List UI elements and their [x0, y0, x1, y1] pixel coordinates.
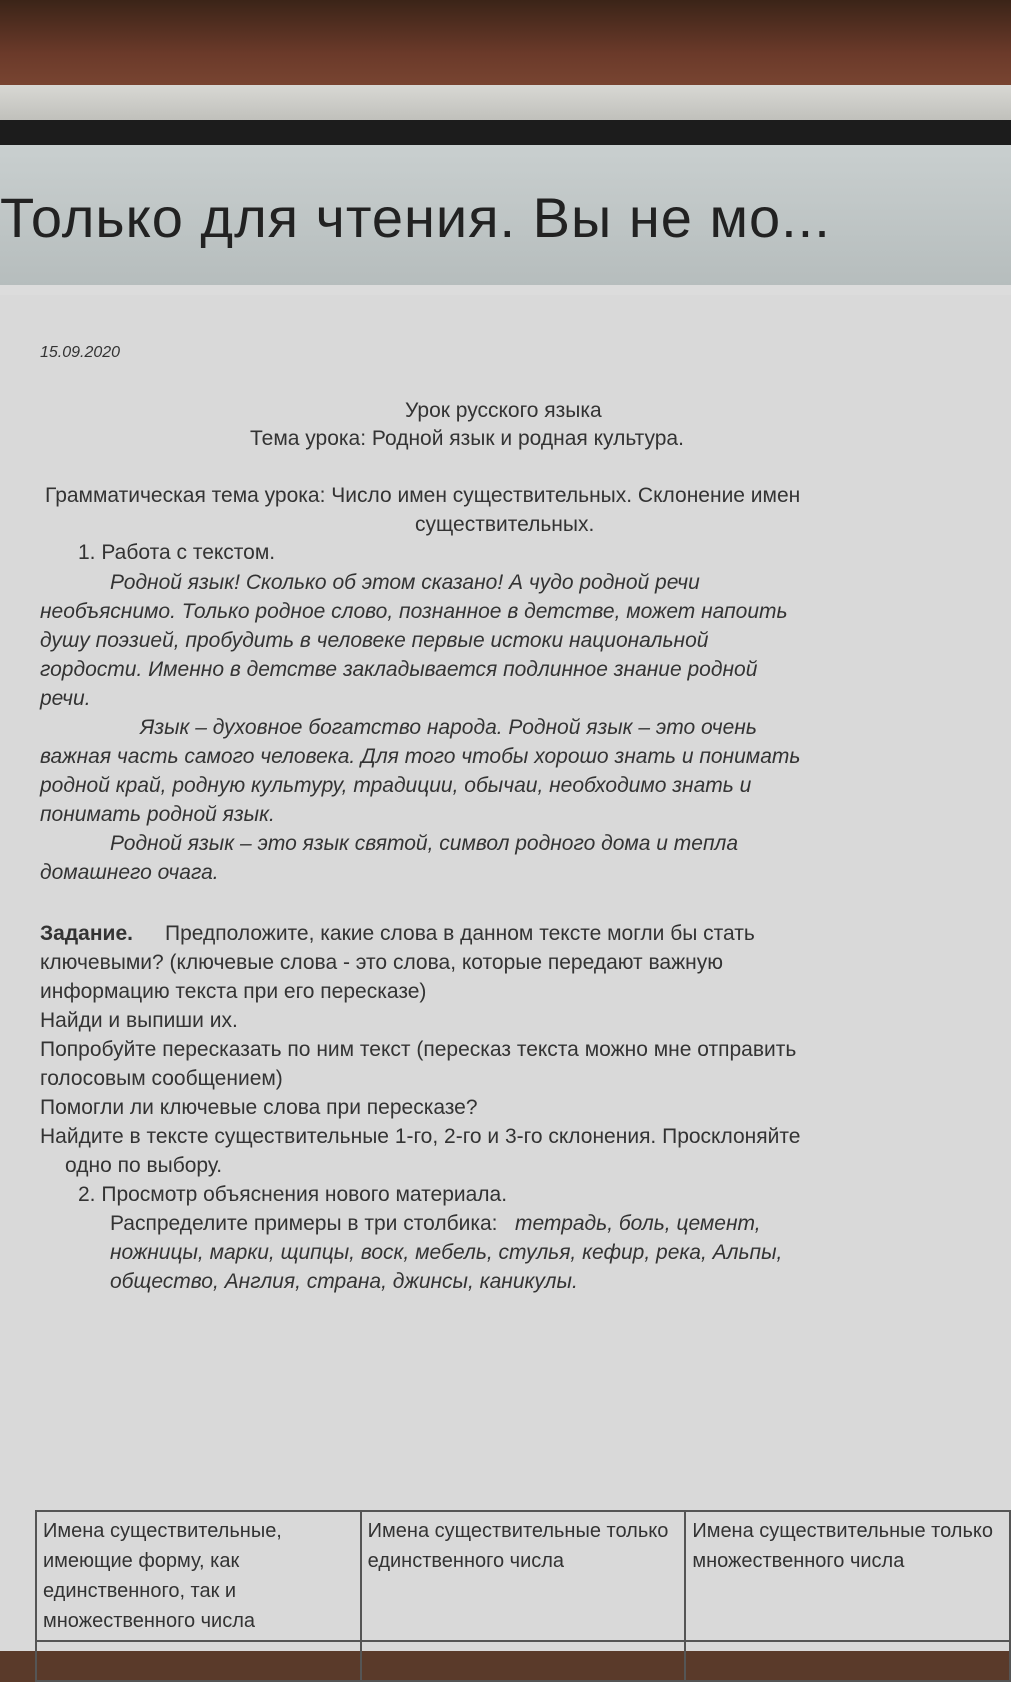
task-line: голосовым сообщением) [40, 1067, 283, 1090]
table-cell[interactable] [685, 1641, 1010, 1681]
task-line: информацию текста при его пересказе) [40, 980, 427, 1003]
lesson-topic: Тема урока: Родной язык и родная культура. [250, 427, 684, 450]
table-cell[interactable] [36, 1641, 361, 1681]
grammar-topic-cont: существительных. [415, 513, 595, 536]
table-header-cell: Имена существительные только множественного числа [685, 1511, 1010, 1641]
task-line: Помогли ли ключевые слова при пересказе? [40, 1096, 478, 1119]
task-line: Найди и выпиши их. [40, 1009, 238, 1032]
paragraph-2-line: родной край, родную культуру, традиции, обычаи, необходимо знать и [40, 774, 752, 797]
task-line: Предположите, какие слова в данном тексте могли бы стать [165, 922, 755, 945]
section-2-heading: 2. Просмотр объяснения нового материала. [78, 1183, 508, 1206]
task-line: Найдите в тексте существительные 1-го, 2-го и 3-го склонения. Просклоняйте [40, 1125, 801, 1148]
classification-table [35, 1510, 1011, 1682]
distribute-intro: Распределите примеры в три столбика: [110, 1212, 498, 1235]
monitor-bezel [0, 85, 1011, 125]
table-header-cell: Имена существительные только единственного числа [361, 1511, 686, 1641]
task-line: Попробуйте пересказать по ним текст (пересказ текста можно мне отправить [40, 1038, 797, 1061]
task-line: одно по выбору. [65, 1154, 223, 1177]
paragraph-2-line: Язык – духовное богатство народа. Родной язык – это очень [140, 716, 757, 739]
lesson-title: Урок русского языка [405, 399, 602, 422]
paragraph-1-line: гордости. Именно в детстве закладывается подлинное знание родной [40, 658, 758, 681]
read-only-banner-text: Только для чтения. Вы не мо... [0, 186, 831, 249]
distribute-words: ножницы, марки, щипцы, воск, мебель, стулья, кефир, река, Альпы, [110, 1241, 783, 1264]
read-only-banner [0, 145, 1011, 285]
table-row [36, 1641, 1010, 1681]
distribute-words: тетрадь, боль, цемент, [515, 1212, 761, 1235]
task-line: ключевыми? (ключевые слова - это слова, которые передают важную [40, 951, 723, 974]
section-1-heading: 1. Работа с текстом. [78, 541, 276, 564]
document-date: 15.09.2020 [40, 344, 121, 361]
table-header-row [36, 1511, 1010, 1641]
paragraph-1-line: речи. [40, 687, 91, 710]
document-page [0, 295, 1011, 1651]
paragraph-3-line: домашнего очага. [40, 861, 219, 884]
distribute-words: общество, Англия, страна, джинсы, каникулы. [110, 1270, 578, 1293]
paragraph-1-line: Родной язык! Сколько об этом сказано! А чудо родной речи [110, 571, 700, 594]
document-viewer [0, 145, 1011, 1651]
paragraph-2-line: понимать родной язык. [40, 803, 275, 826]
paragraph-1-line: душу поэзией, пробудить в человеке первые истоки национальной [40, 629, 709, 652]
paragraph-3-line: Родной язык – это язык святой, символ родного дома и тепла [110, 832, 739, 855]
paragraph-2-line: важная часть самого человека. Для того чтобы хорошо знать и понимать [40, 745, 801, 768]
grammar-topic: Грамматическая тема урока: Число имен существительных. Склонение имен [45, 484, 801, 507]
wooden-frame [0, 0, 1011, 90]
table-cell[interactable] [361, 1641, 686, 1681]
table-header-cell: Имена существительные, имеющие форму, как единственного, так и множественного числа [36, 1511, 361, 1641]
task-label: Задание. [40, 922, 133, 945]
screen [0, 120, 1011, 1651]
paragraph-1-line: необъяснимо. Только родное слово, познанное в детстве, может напоить [40, 600, 788, 623]
